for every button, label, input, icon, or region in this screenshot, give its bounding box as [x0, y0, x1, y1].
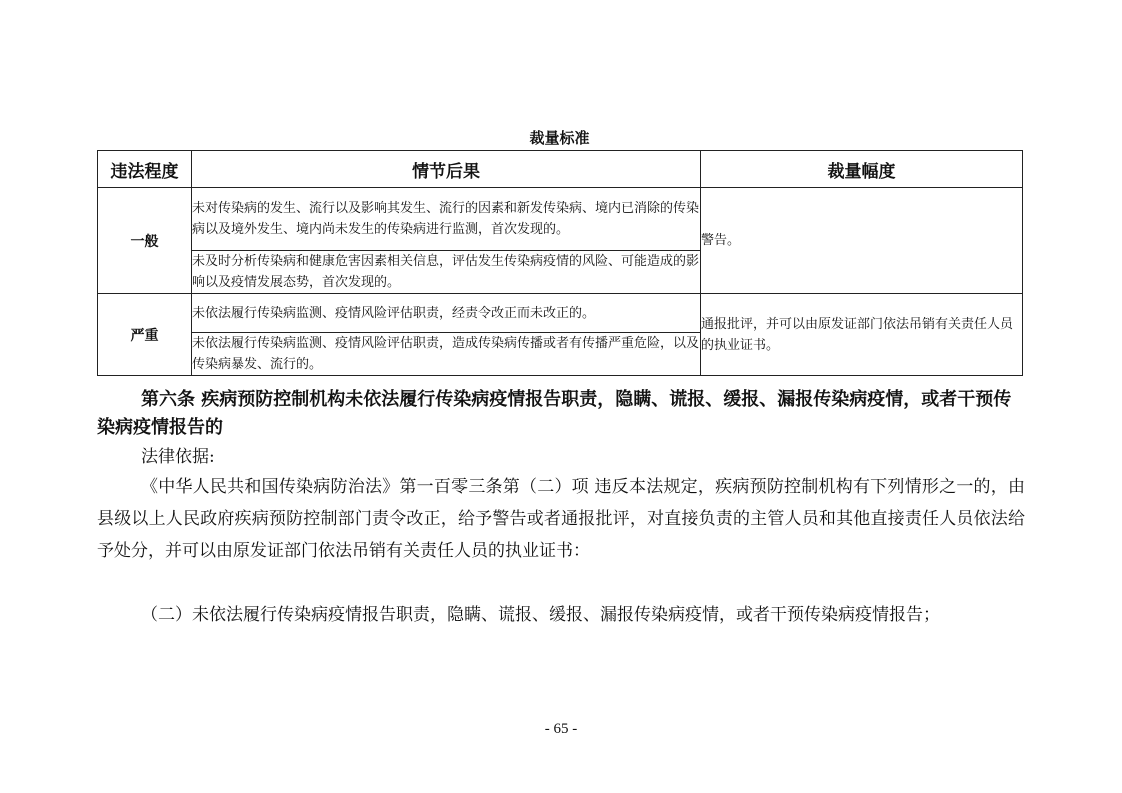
- article-heading: 第六条 疾病预防控制机构未依法履行传染病疫情报告职责，隐瞒、谎报、缓报、漏报传染病疫情，或者干预传染病疫情报告的: [97, 389, 1012, 438]
- discretion-standard-table: [97, 150, 1023, 376]
- header-violation-degree: 违法程度: [98, 151, 192, 188]
- table-row: [98, 188, 1023, 251]
- header-discretion-range: 裁量幅度: [701, 151, 1023, 188]
- clause-text: （二）未依法履行传染病疫情报告职责，隐瞒、谎报、缓报、漏报传染病疫情，或者干预传染病疫情报告；: [141, 605, 940, 625]
- level-cell-serious: 严重: [98, 294, 192, 376]
- legal-basis-text: 《中华人民共和国传染病防治法》第一百零三条第（二）项 违反本法规定，疾病预防控制机构有下列情形之一的，由县级以上人民政府疾病预防控制部门责令改正，给予警告或者通报批评，对直接负责的主管人员和其他直接责任人员依法给予处分，并可以由原发证部门依法吊销有关责任人员的执业证书：: [97, 477, 1025, 561]
- circumstance-cell: 未对传染病的发生、流行以及影响其发生、流行的因素和新发传染病、境内已消除的传染病以及境外发生、境内尚未发生的传染病进行监测，首次发现的。: [192, 188, 701, 251]
- legal-basis-label: 法律依据:: [141, 447, 215, 467]
- page-number: - 65 -: [544, 721, 578, 737]
- circumstance-cell: 未依法履行传染病监测、疫情风险评估职责，造成传染病传播或者有传播严重危险，以及传染病暴发、流行的。: [192, 333, 701, 376]
- level-cell-general: 一般: [98, 188, 192, 294]
- circumstance-cell: 未依法履行传染病监测、疫情风险评估职责，经责令改正而未改正的。: [192, 294, 701, 333]
- table-row: [98, 294, 1023, 333]
- table-caption: 裁量标准: [529, 129, 590, 147]
- ruling-cell-serious: 通报批评，并可以由原发证部门依法吊销有关责任人员的执业证书。: [701, 294, 1023, 376]
- table-header-row: [98, 151, 1023, 188]
- ruling-cell-general: 警告。: [701, 188, 1023, 294]
- circumstance-cell: 未及时分析传染病和健康危害因素相关信息，评估发生传染病疫情的风险、可能造成的影响以及疫情发展态势，首次发现的。: [192, 251, 701, 294]
- header-circumstances: 情节后果: [192, 151, 701, 188]
